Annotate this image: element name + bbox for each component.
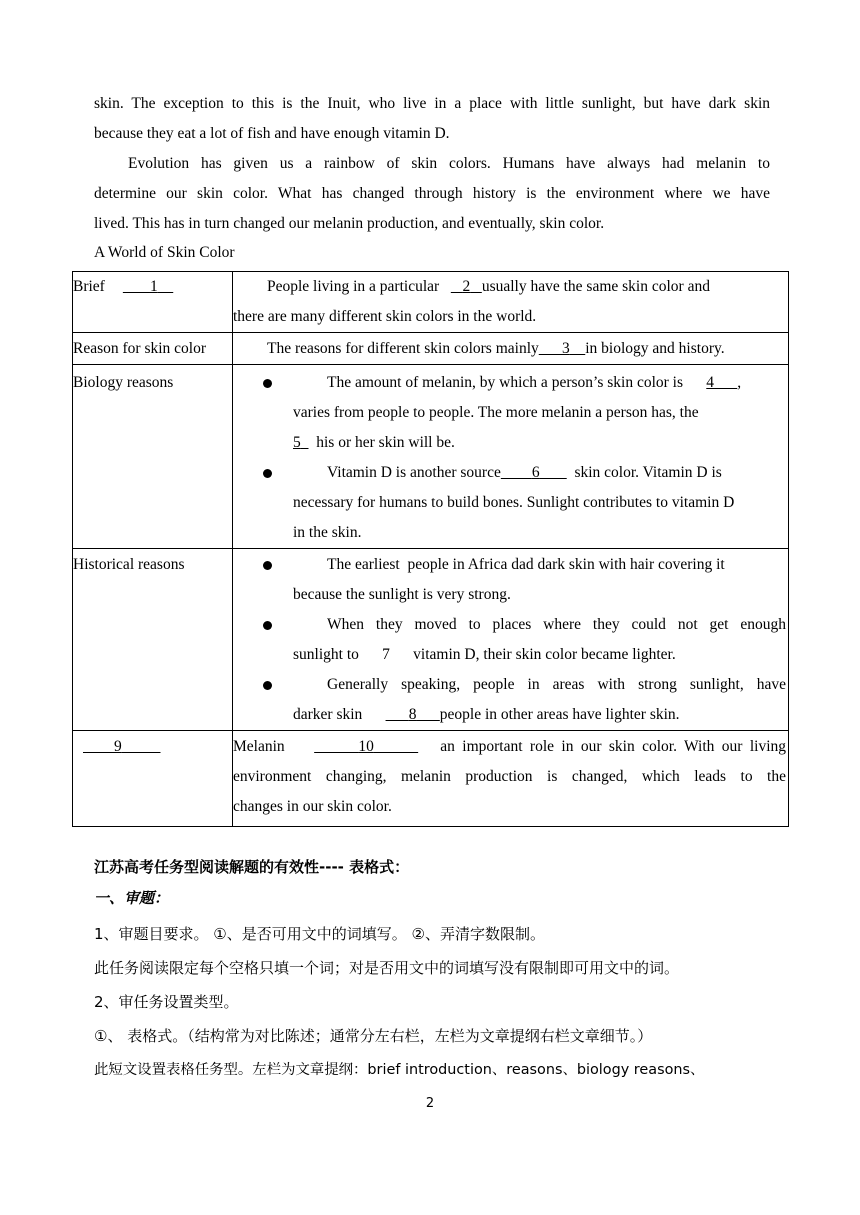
list-item: Generally speaking, people in areas with strong sunlight, have darker skin 8 people in other areas have lighter skin. [233,670,788,730]
cell-historical-content [233,549,789,731]
table-row-brief [73,272,789,333]
list-item: The amount of melanin, by which a person’s skin color is 4 , varies from people to people. The more melanin a person has, the 5 his or her skin will be. [233,368,788,458]
blank-5: 5 [293,434,301,451]
bullet-icon [263,681,272,690]
bullet-icon [263,561,272,570]
note-item-2-sub: ①、 表格式。（结构常为对比陈述；通常分左右栏，左栏为文章提纲右栏文章细节。） [94,1027,653,1045]
blank-3: 3 [562,340,570,357]
cell-brief-content: People living in a particular 2 usually have the same skin color and there are many different skin colors in the world. [233,272,789,333]
table-row-melanin [73,731,789,827]
bullet-icon [263,469,272,478]
note-item-2: 2、审任务设置类型。 [94,993,239,1011]
skin-color-table [72,271,789,827]
blank-2: 2 [462,278,471,295]
note-item-2-detail: 此短文设置表格任务型。左栏为文章提纲：brief introduction、reasons、biology reasons、 [94,1062,705,1078]
list-item: The earliest people in Africa dad dark skin with hair covering it because the sunlight is very strong. [233,550,788,610]
cell-brief-label [73,272,233,333]
brief-label: Brief [73,278,105,295]
cell-biology-content [233,365,789,549]
blank-6: 6 [531,464,540,481]
table-row-biology [73,365,789,549]
intro-line-1: skin. The exception to this is the Inuit, who live in a place with little sunlight, but have dark skin [94,95,770,112]
cell-historical-label: Historical reasons [73,549,233,731]
note-item-1: 1、审题目要求。 ①、是否可用文中的词填写。 ②、弄清字数限制。 [94,925,545,943]
cell-reason-label: Reason for skin color [73,333,233,365]
para2-line-2: determine our skin color. What has changed through history is the environment where we have [94,185,770,202]
cell-blank-9 [73,731,233,827]
table-row-historical [73,549,789,731]
para2-line-3: lived. This has in turn changed our melanin production, and eventually, skin color. [94,215,605,232]
table-title: A World of Skin Color [94,244,235,261]
intro-line-2: because they eat a lot of fish and have enough vitamin D. [94,125,450,142]
list-item: Vitamin D is another source 6 skin color. Vitamin D is necessary for humans to build bones. Sunlight contributes to vitamin D in the skin. [233,458,788,548]
bullet-icon [263,379,272,388]
section-1-heading: 一、审题： [94,889,170,907]
notes-heading: 江苏高考任务型阅读解题的有效性---- 表格式： [94,858,410,876]
blank-7: 7 [382,646,390,663]
cell-biology-label: Biology reasons [73,365,233,549]
cell-melanin-content: Melanin 10 an important role in our skin color. With our living environment changing, melanin production is changed, which leads to the changes in our skin color. [233,731,789,827]
blank-10: 10 [358,738,374,755]
blank-1: 1 [149,278,158,295]
table-row-reason [73,333,789,365]
blank-4: 4 [706,374,715,391]
page-number: 2 [425,1096,435,1111]
note-item-1-detail: 此任务阅读限定每个空格只填一个词；对是否用文中的词填写没有限制即可用文中的词。 [94,959,680,977]
bullet-icon [263,621,272,630]
cell-reason-content: The reasons for different skin colors mainly 3 in biology and history. [233,333,789,365]
para2-line-1: Evolution has given us a rainbow of skin colors. Humans have always had melanin to [128,155,770,172]
list-item: When they moved to places where they could not get enough sunlight to 7 vitamin D, their skin color became lighter. [233,610,788,670]
blank-9: 9 [114,738,122,755]
blank-8: 8 [408,706,417,723]
